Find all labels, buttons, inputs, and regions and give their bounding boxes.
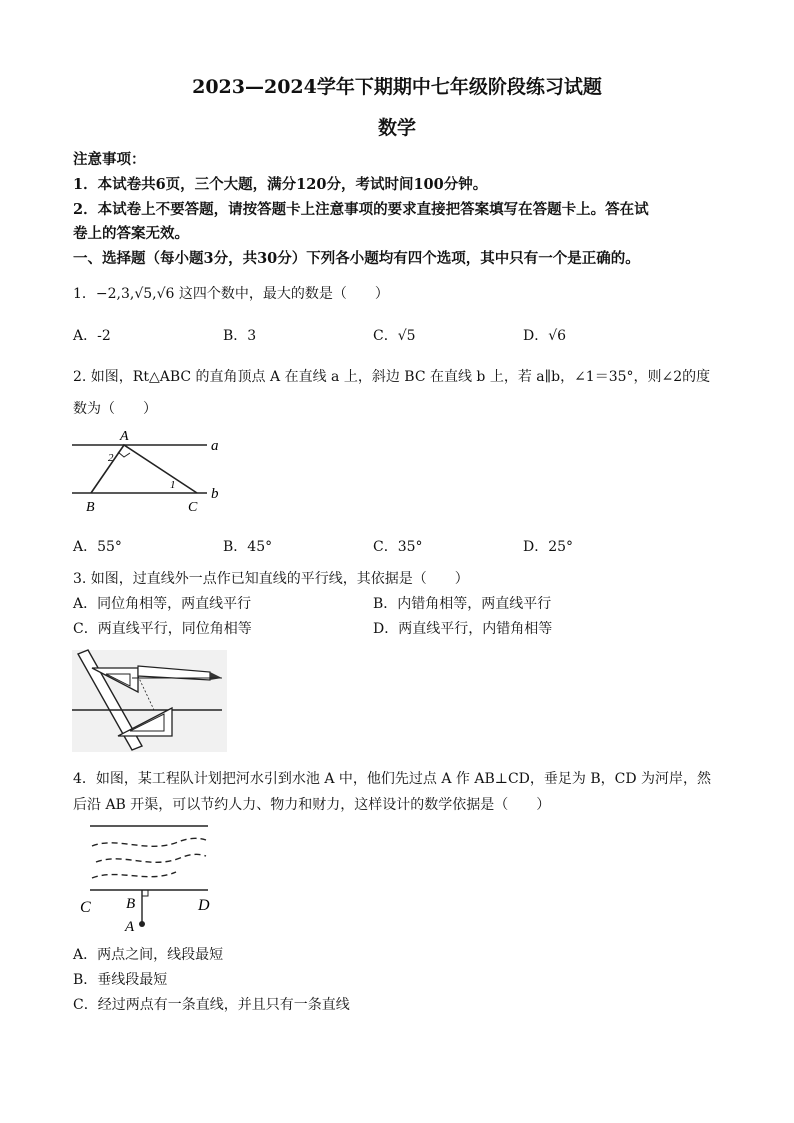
question-3-option-d: D．两直线平行，内错角相等 (373, 621, 553, 637)
notice-heading: 注意事项： (73, 151, 146, 168)
figure-label-C: C (188, 500, 198, 515)
notice-item-1: 1．本试卷共6页，三个大题，满分120分，考试时间100分钟。 (73, 176, 488, 193)
question-4-stem-line1: 4．如图，某工程队计划把河水引到水池 A 中，他们先过点 A 作 AB⊥CD，垂足为 B，CD 为河岸，然 (73, 771, 712, 787)
question-4-stem-line2: 后沿 AB 开渠，可以节约人力、物力和财力，这样设计的数学依据是（ ） (73, 797, 551, 813)
question-2-option-b: B．45° (223, 539, 273, 555)
question-4-option-c: C．经过两点有一条直线，并且只有一条直线 (73, 997, 350, 1013)
question-2-stem-line2: 数为（ ） (73, 401, 157, 417)
question-2-option-c: C．35° (373, 539, 423, 555)
question-2-option-d: D．25° (523, 539, 574, 555)
figure-label-D: D (198, 897, 210, 914)
figure-label-B: B (86, 500, 95, 515)
question-3-option-b: B．内错角相等，两直线平行 (373, 596, 552, 612)
question-2-option-a: A．55° (73, 539, 122, 555)
figure-label-A: A (120, 429, 129, 444)
question-3-stem: 3. 如图，过直线外一点作已知直线的平行线，其依据是（ ） (73, 571, 469, 587)
notice-item-2-line2: 卷上的答案无效。 (73, 225, 189, 242)
figure-label-b: b (211, 486, 219, 502)
figure-label-A: A (125, 919, 135, 935)
notice-item-2-line1: 2．本试卷上不要答题，请按答题卡上注意事项的要求直接把答案填写在答题卡上。答在试 (73, 201, 649, 218)
question-2-stem-line1: 2. 如图，Rt△ABC 的直角顶点 A 在直线 a 上，斜边 BC 在直线 b 上，若 a∥b，∠1＝35°，则∠2的度 (73, 369, 711, 385)
figure-label-B: B (126, 896, 136, 912)
question-3-option-a: A．同位角相等，两直线平行 (73, 596, 252, 612)
question-1-option-a: A．-2 (73, 328, 111, 344)
question-1-stem: 1．−2,3,√5,√6 这四个数中，最大的数是（ ） (73, 286, 389, 302)
question-1-option-b: B．3 (223, 328, 257, 344)
exam-title: 2023—2024学年下期期中七年级阶段练习试题 (192, 76, 602, 98)
question-1-option-d: D．√6 (523, 328, 567, 344)
question-3-option-c: C．两直线平行，同位角相等 (73, 621, 252, 637)
figure-label-a: a (211, 438, 219, 454)
question-4-figure (78, 820, 218, 935)
question-1-option-c: C．√5 (373, 328, 416, 344)
section-1-heading: 一、选择题（每小题3分，共30分）下列各小题均有四个选项，其中只有一个是正确的。 (73, 250, 640, 267)
subject-title: 数学 (377, 117, 416, 139)
question-3-figure (72, 650, 227, 752)
question-2-figure (72, 425, 232, 517)
question-4-option-b: B．垂线段最短 (73, 972, 168, 988)
figure-label-angle2: 2 (108, 452, 114, 464)
figure-label-C: C (80, 899, 91, 916)
question-4-option-a: A．两点之间，线段最短 (73, 947, 224, 963)
figure-label-angle1: 1 (170, 479, 176, 491)
